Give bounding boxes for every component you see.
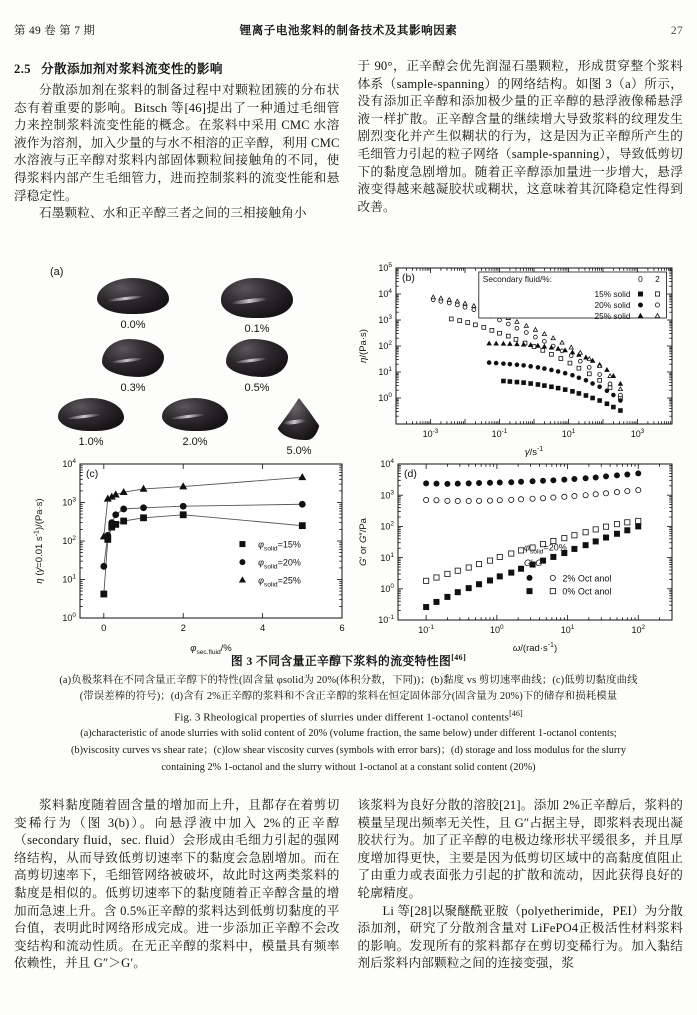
figure-3 <box>14 262 683 654</box>
slurry-photo <box>97 278 169 314</box>
svg-text:0: 0 <box>101 623 107 634</box>
caption-cn-line: (带误差棒的符号)；(d)含有 2%正辛醇的浆料和不含正辛醇的浆料在恒定固体部分(固含量为 20%)下的储存和损耗模量 <box>79 690 618 702</box>
slurry-photo-cell <box>94 278 172 335</box>
svg-text:(b): (b) <box>402 272 415 284</box>
svg-text:103: $10^3$ <box>62 496 76 508</box>
slurry-photo <box>277 398 321 440</box>
caption-cn-ref: [46] <box>451 653 467 663</box>
svg-text:φsolid=25%: $\varphi_{solid}=25\%$ <box>258 575 301 589</box>
svg-text:101: $10^1$ <box>561 428 576 439</box>
svg-text:103: $10^3$ <box>378 314 392 326</box>
svg-text:103: $10^3$ <box>380 489 394 501</box>
svg-text:(c): (c) <box>86 468 99 480</box>
panel-a-label: (a) <box>50 266 64 278</box>
running-head <box>14 22 683 38</box>
paragraph: Li 等[28]以聚醚酰亚胺（polyetherimide，PEI）为分散添加剂，研究了分散剂含量对 LiFePO4正极活性材料浆料的影响。发现所有的浆料都存在剪切变稀行为。加入黏结剂后浆料内部颗粒之间的连接变强，浆 <box>357 903 683 971</box>
top-left-column <box>14 58 340 223</box>
slurry-photo <box>162 398 228 431</box>
figure-caption <box>14 652 683 775</box>
slurry-photo-cell <box>52 398 130 457</box>
svg-text:ω/(rad·s-1): $\omega/(rad\cdot s^{-1})$ <box>512 642 558 654</box>
svg-text:0% Oct anol: 0% Oct anol <box>562 586 612 597</box>
slurry-photo-label: 0.5% <box>244 382 270 394</box>
svg-text:101: $10^1$ <box>380 551 394 563</box>
page-number: 27 <box>670 25 683 37</box>
slurry-photo-cell <box>94 339 172 394</box>
svg-text:(d): (d) <box>404 468 417 480</box>
svg-text:25% solid: 25% solid <box>594 311 631 321</box>
bottom-columns <box>14 797 683 973</box>
slurry-photo-label: 2.0% <box>182 436 208 448</box>
caption-en-title <box>14 709 683 724</box>
slurry-photo-row-3 <box>36 398 354 457</box>
slurry-photo <box>226 339 288 377</box>
svg-text:102: $10^2$ <box>631 624 646 635</box>
svg-text:104: $10^4$ <box>62 458 76 470</box>
svg-text:102: $10^2$ <box>380 520 394 532</box>
section-title: 分散添加剂对浆料流变性的影响 <box>40 62 223 76</box>
svg-text:6: 6 <box>339 623 345 634</box>
slurry-photo-cell <box>260 398 338 457</box>
caption-en-line: (b)viscosity curves vs shear rate；(c)low shear viscosity curves (symbols with error bars)；(d) storage and loss modulus for the slurry <box>71 744 626 756</box>
slurry-photo-cell <box>218 339 296 394</box>
svg-text:100: $10^0$ <box>490 624 504 635</box>
caption-cn-line: (a)负极浆料在不同含量正辛醇下的特性(固含量 φsolid为 20%(体积分数，下同))；(b)黏度 vs 剪切速率曲线；(c)低剪切黏度曲线 <box>59 675 638 686</box>
svg-text:G′ or G″/Pa: G′ or G″/Pa <box>358 518 369 566</box>
svg-text:η (γ̇=0.01 s-1)/(Pa·s): η (γ̇=0.01 $s^{-1})/(Pa\cdot s)$ <box>33 498 45 584</box>
journal-article-title: 锂离子电池浆料的制备技术及其影响因素 <box>239 25 458 37</box>
paragraph: 石墨颗粒、水和正辛醇三者之间的三相接触角小 <box>39 206 307 221</box>
svg-text:φsolid=20%: $\varphi_{solid}=20\%$ <box>258 557 301 571</box>
paragraph: 于 90°，正辛醇会优先润湿石墨颗粒，形成贯穿整个浆料体系（sample-spanning）的网络结构。如图 3（a）所示，没有添加正辛醇和添加极少量的正辛醇的悬浮液像稀悬浮液一样扩散。正辛醇含量的继续增大导致浆料的纹理发生剧烈变化并产生似糊状的行为，这是因为正辛醇所产生的毛细管力引起的粒子网络（sample-spanning），导致低剪切下的黏度急剧增加。随着正辛醇添加量进一步增大，悬浮液变得越来越凝胶状或糊状，这意味着其沉降稳定性得到改善。 <box>357 59 683 214</box>
slurry-photo <box>58 398 124 431</box>
slurry-photo-label: 0.0% <box>120 319 146 331</box>
svg-text:10-1: $10^{-1}$ <box>418 624 435 635</box>
caption-en-ref: [46] <box>509 709 523 718</box>
slurry-photo-label: 5.0% <box>286 445 312 457</box>
slurry-photo-label: 0.3% <box>120 382 146 394</box>
slurry-photo-row-1 <box>36 278 354 335</box>
svg-text:103: $10^3$ <box>630 428 645 439</box>
slurry-photo <box>102 339 164 377</box>
svg-text:Secondary fluid/%:: Secondary fluid/%: <box>482 274 552 284</box>
svg-text:100: $10^0$ <box>380 583 394 594</box>
svg-text:100: $10^0$ <box>378 392 392 404</box>
paragraph: 分散添加剂在浆料的制备过程中对颗粒团簇的分布状态有着重要的影响。Bitsch 等[46]提出了一种通过毛细管力来控制浆料流变性能的概念。在浆料中采用 CMC 水溶液作为溶剂，加入少量的与水不相溶的正辛醇，利用 CMC 水溶液与正辛醇对浆料内部固体颗粒间接触角的不同，使得浆料内部产生毛细管力，进而控制浆料的流变性能和悬浮稳定性。 <box>14 83 340 203</box>
svg-text:η/(Pa·s): η/(Pa·s) <box>358 329 369 363</box>
svg-text:0: 0 <box>638 274 643 284</box>
panel-b-plot <box>354 262 682 458</box>
svg-text:10-1: $10^{-1}$ <box>378 614 394 626</box>
paragraph: 该浆料为良好分散的溶胶[21]。添加 2%正辛醇后，浆料的模量呈现出频率无关性，且 G″占据主导，即浆料表现出凝胶状行为。加了正辛醇的电极边缘形状平缓很多，并且厚度增加得更快，主要是因为低剪切区域中的高黏度值阻止了由重力或表面张力引起的扩散和流动，因此获得良好的轮廓精度。 <box>357 798 683 900</box>
svg-text:γ̇/s-1: $\gammȧ/s^{-1}$ <box>524 446 544 458</box>
slurry-photo-row-2 <box>36 339 354 394</box>
svg-text:15% solid: 15% solid <box>594 289 631 299</box>
slurry-photo-label: 1.0% <box>78 436 104 448</box>
bottom-left-column <box>14 797 340 973</box>
svg-text:105: $10^5$ <box>378 262 392 274</box>
svg-text:10-3: $10^{-3}$ <box>422 428 439 439</box>
svg-text:φsolid=15%: $\varphi_{solid}=15\%$ <box>258 539 301 553</box>
caption-en-line: containing 2% 1-octanol and the slurry without 1-octanol at a constant solid content (20%) <box>161 761 536 773</box>
slurry-photo-cell <box>156 398 234 457</box>
svg-text:φsolid=20%: $\varphi_{solid}=20\%$ <box>524 542 567 556</box>
svg-text:104: $10^4$ <box>380 458 394 470</box>
svg-text:2: 2 <box>655 274 660 284</box>
panel-c-plot <box>14 458 354 654</box>
svg-text:10-1: $10^{-1}$ <box>491 428 508 439</box>
panel-c <box>14 458 354 654</box>
paragraph: 浆料黏度随着固含量的增加而上升，且都存在着剪切变稀行为（图 3(b)）。向悬浮液中加入 2%的正辛醇（secondary fluid，sec. fluid）会形成由毛细力引起的强网络结构，从而导致低剪切速率下的黏度会急剧增加。而在高剪切速率下，毛细管网络被破坏，故此时这两类浆料的黏度是相似的。低剪切速率下的黏度随着正辛醇含量的增加而急速上升。含 0.5%正辛醇的浆料达到低剪切黏度的平台值，表明此时网络形成完成。进一步添加正辛醇不会改变结构和流动性质。在无正辛醇的浆料中，模量具有频率依赖性，并且 G″＞G′。 <box>14 798 340 971</box>
top-right-column <box>358 58 684 223</box>
caption-cn-title <box>14 652 683 669</box>
svg-text:4: 4 <box>259 623 266 634</box>
svg-text:102: $10^2$ <box>62 535 76 547</box>
svg-text:101: $10^1$ <box>560 624 575 635</box>
caption-en-title-text: Fig. 3 Rheological properties of slurries under different 1-octanol contents <box>174 711 510 724</box>
panel-a <box>14 262 354 458</box>
slurry-photo-cell <box>218 278 296 335</box>
caption-cn-title-text: 图 3 不同含量正辛醇下浆料的流变特性图 <box>230 654 452 668</box>
svg-text:2: 2 <box>180 623 186 634</box>
volume-issue: 第 49 卷 第 7 期 <box>14 25 96 37</box>
section-heading <box>14 58 340 77</box>
svg-text:2% Oct anol: 2% Oct anol <box>562 573 612 584</box>
slurry-photo-label: 0.1% <box>244 323 270 335</box>
svg-text:101: $10^1$ <box>62 573 76 585</box>
svg-text:G′ G″: G′ G″ <box>524 558 546 569</box>
slurry-photo <box>221 278 293 318</box>
caption-en-line: (a)characteristic of anode slurries with solid content of 20% (volume fraction, the same below) under different 1-octanol contents; <box>80 727 617 739</box>
svg-text:100: $10^0$ <box>62 612 76 624</box>
section-number: 2.5 <box>14 62 31 76</box>
svg-text:20% solid: 20% solid <box>594 300 631 310</box>
panel-d-plot <box>354 458 682 654</box>
svg-text:104: $10^4$ <box>378 288 392 300</box>
svg-text:102: $10^2$ <box>378 340 392 352</box>
panel-b <box>354 262 682 458</box>
top-columns <box>14 58 683 223</box>
svg-text:φsec.fluid/%: $\varphi_{sec.fluid}/\%$ <box>190 643 232 654</box>
panel-d <box>354 458 682 654</box>
bottom-right-column <box>358 797 684 973</box>
svg-text:101: $10^1$ <box>378 366 392 378</box>
